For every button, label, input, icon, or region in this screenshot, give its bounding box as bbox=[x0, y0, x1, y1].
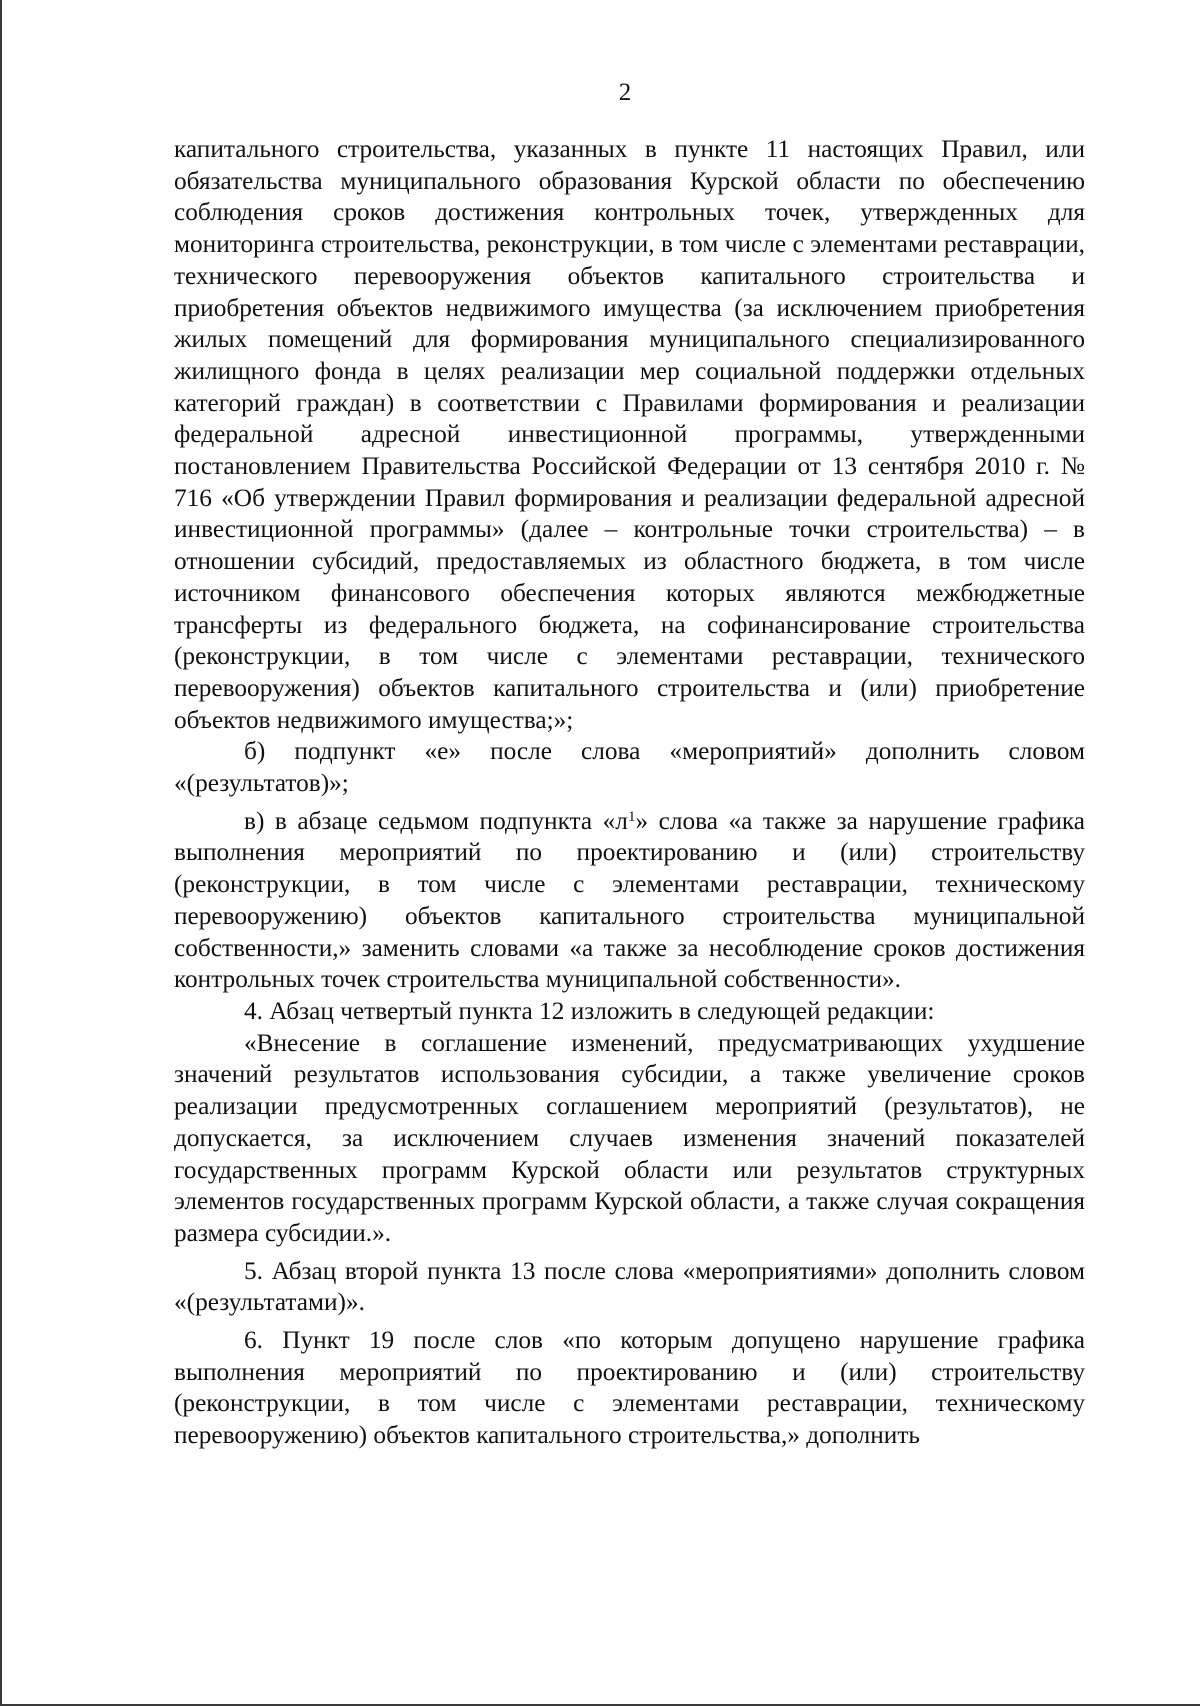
paragraph-item-5 bbox=[174, 1256, 1085, 1319]
paragraph-quoted-amendment bbox=[174, 1028, 1085, 1250]
scan-edge-left bbox=[0, 0, 2, 1706]
paragraph-subitem-v bbox=[174, 806, 1085, 996]
paragraph-subitem-b bbox=[174, 736, 1085, 799]
paragraph-continuation bbox=[174, 134, 1085, 736]
paragraph-text: 6. Пункт 19 после слов «по которым допущено нарушение графика выполнения мероприятий по проектированию и (или) строительству (реконструкции, в том числе с элементами реставрации, техническому перевооружению) объектов капитального строительства,» дополнить bbox=[174, 1326, 1085, 1450]
paragraph-text: 5. Абзац второй пункта 13 после слова «мероприятиями» дополнить словом «(результатами)». bbox=[174, 1256, 1085, 1317]
paragraph-text: » слова «а также за нарушение графика выполнения мероприятий по проектированию и (или) строительству (реконструкции, в том числе с элементами реставрации, техническому перевооружению) объектов капитального строительства муниципальной собственности,» заменить словами «а также за несоблюдение сроков достижения контрольных точек строительства муниципальной собственности». bbox=[174, 806, 1085, 994]
paragraph-item-6 bbox=[174, 1325, 1085, 1452]
superscript-index: 1 bbox=[627, 808, 636, 825]
paragraph-item-4 bbox=[174, 996, 1085, 1028]
paragraph-text: «Внесение в соглашение изменений, предусматривающих ухудшение значений результатов использования субсидии, а также увеличение сроков реализации предусмотренных соглашением мероприятий (результатов), не допускается, за исключением случаев изменения значений показателей государственных программ Курской области или результатов структурных элементов государственных программ Курской области, а также случая сокращения размера субсидии.». bbox=[174, 1028, 1085, 1247]
page-number: 2 bbox=[618, 79, 632, 106]
paragraph-text: 4. Абзац четвертый пункта 12 изложить в следующей редакции: bbox=[244, 996, 935, 1025]
document-body bbox=[174, 134, 1085, 1452]
paragraph-text: капитального строительства, указанных в пункте 11 настоящих Правил, или обязательства муниципального образования Курской области по обеспечению соблюдения сроков достижения контрольных точек, утвержденных для мониторинга строительства, реконструкции, в том числе с элементами реставрации, технического перевооружения объектов капитального строительства и приобретения объектов недвижимого имущества (за исключением приобретения жилых помещений для формирования муниципального специализированного жилищного фонда в целях реализации мер социальной поддержки отдельных категорий граждан) в соответствии с Правилами формирования и реализации федеральной адресной инвестиционной программы, утвержденными постановлением Правительства Российской Федерации от 13 сентября 2010 г. № 716 «Об утверждении Правил формирования и реализации федеральной адресной инвестиционной программы» (далее – контрольные точки строительства) – в отношении субсидий, предоставляемых из областного бюджета, в том числе источником финансового обеспечения которых являются межбюджетные трансферты из федерального бюджета, на софинансирование строительства (реконструкции, в том числе с элементами реставрации, технического перевооружения) объектов капитального строительства и (или) приобретение объектов недвижимого имущества;»; bbox=[174, 135, 1085, 734]
paragraph-text: в) в абзаце седьмом подпункта «л bbox=[244, 806, 628, 835]
paragraph-text: б) подпункт «е» после слова «мероприятий» дополнить словом «(результатов)»; bbox=[174, 737, 1085, 798]
